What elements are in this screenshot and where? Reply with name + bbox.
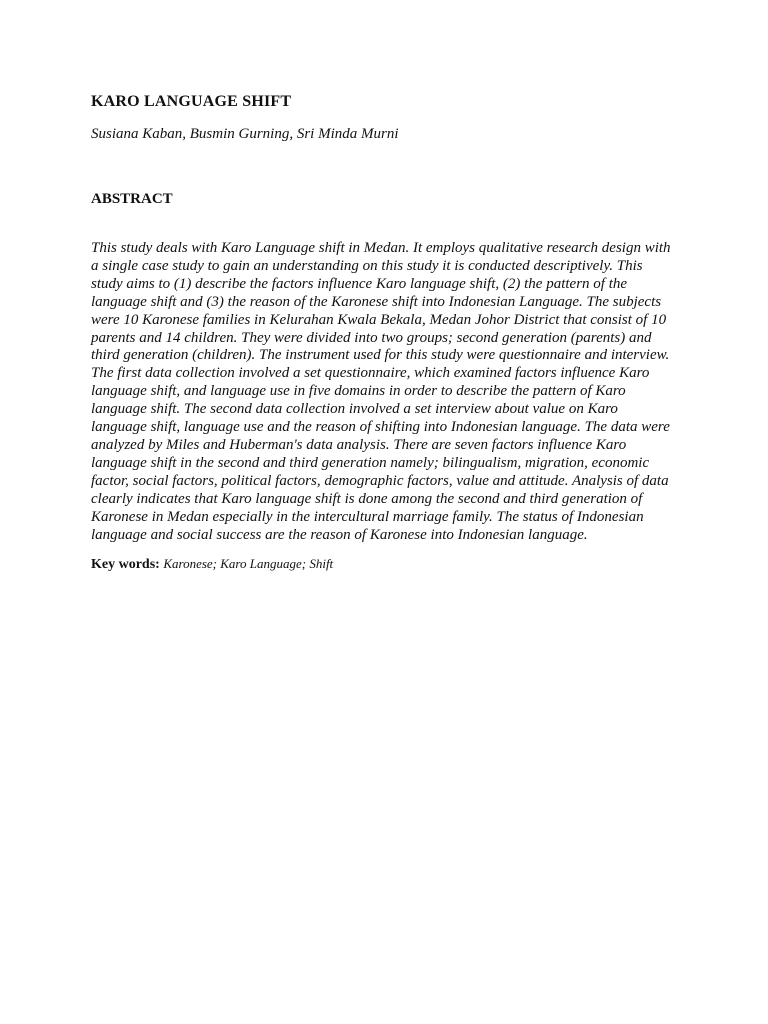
keywords xyxy=(91,556,333,573)
abstract-line: third generation (children). The instrument used for this study were questionnaire and interview. xyxy=(91,347,670,364)
paper-title: KARO LANGUAGE SHIFT xyxy=(91,93,292,110)
abstract-line: a single case study to gain an understanding on this study it is conducted descriptively. This xyxy=(91,257,643,274)
abstract-line: study aims to (1) describe the factors influence Karo language shift, (2) the pattern of the xyxy=(91,275,628,292)
abstract-line: Karonese in Medan especially in the intercultural marriage family. The status of Indonesian xyxy=(91,508,644,525)
abstract-line: language shift. The second data collection involved a set interview about value on Karo xyxy=(91,401,618,418)
abstract-line: language shift and (3) the reason of the Karonese shift into Indonesian Language. The subjects xyxy=(91,293,662,310)
abstract-line: language and social success are the reason of Karonese into Indonesian language. xyxy=(91,526,588,543)
abstract-body xyxy=(91,240,683,544)
abstract-heading: ABSTRACT xyxy=(91,191,173,207)
abstract-line: were 10 Karonese families in Kelurahan Kwala Bekala, Medan Johor District that consist of 10 xyxy=(91,311,667,328)
abstract-line: clearly indicates that Karo language shift is done among the second and third generation of xyxy=(91,490,643,507)
abstract-line: language shift, language use and the reason of shifting into Indonesian language. The data were xyxy=(91,419,670,436)
abstract-line: analyzed by Miles and Huberman's data analysis. There are seven factors influence Karo xyxy=(91,436,627,453)
abstract-line: This study deals with Karo Language shift in Medan. It employs qualitative research design with xyxy=(91,240,671,256)
abstract-line: parents and 14 children. They were divided into two groups; second generation (parents) and xyxy=(91,329,652,346)
keywords-label: Key words: xyxy=(91,557,160,572)
paper-authors: Susiana Kaban, Busmin Gurning, Sri Minda Murni xyxy=(91,126,399,142)
abstract-line: factor, social factors, political factors, demographic factors, value and attitude. Analysis of data xyxy=(91,472,669,489)
abstract-line: The first data collection involved a set questionnaire, which examined factors influence Karo xyxy=(91,365,650,382)
abstract-line: language shift in the second and third generation namely; bilingualism, migration, economic xyxy=(91,454,650,471)
keywords-values: Karonese; Karo Language; Shift xyxy=(163,556,334,571)
abstract-line: language shift, and language use in five domains in order to describe the pattern of Karo xyxy=(91,383,626,400)
